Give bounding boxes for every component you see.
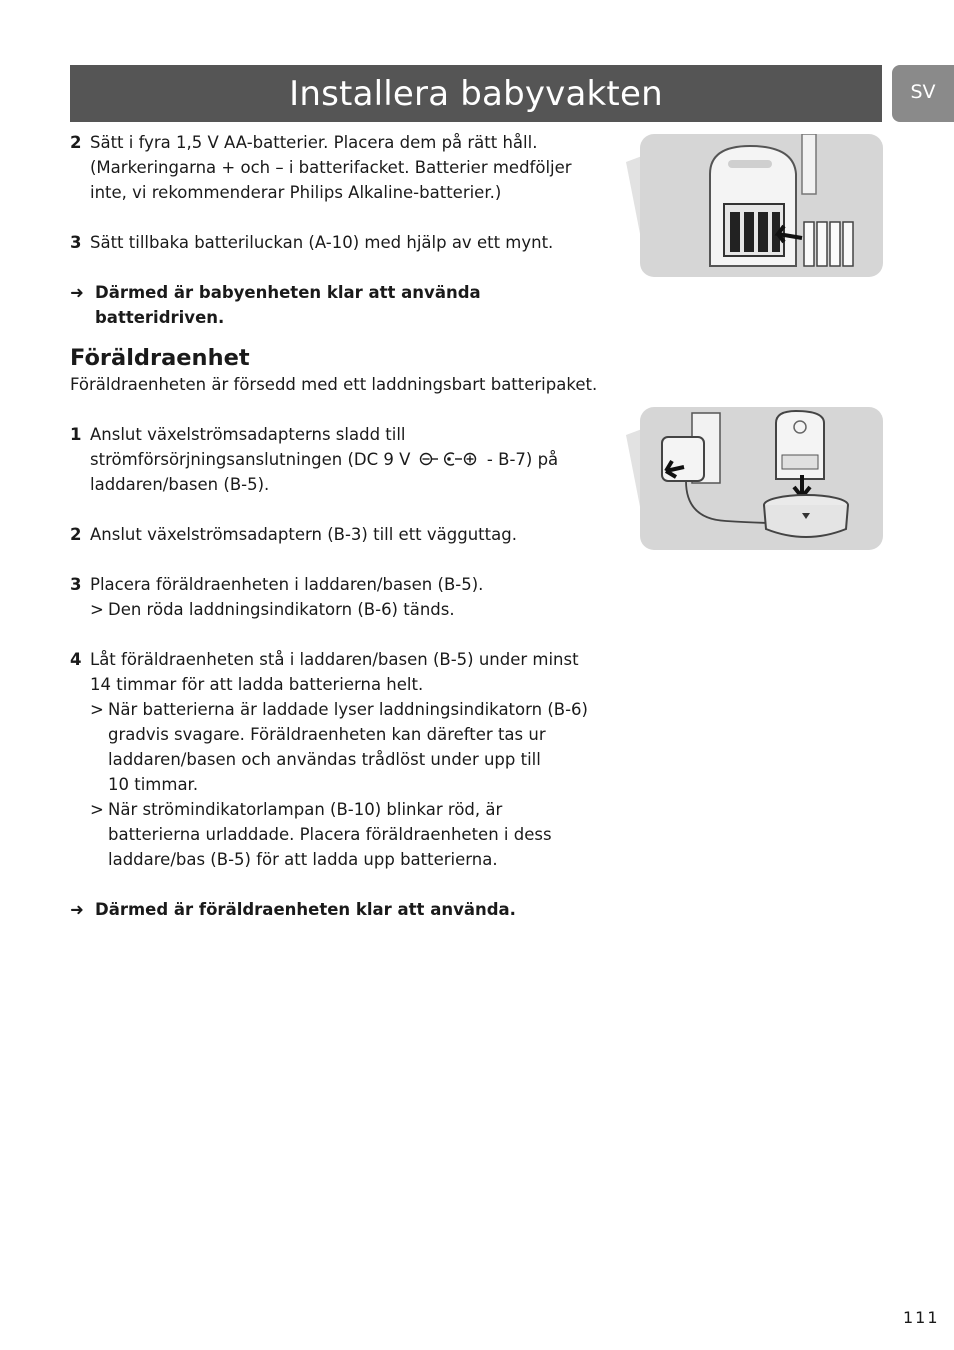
main-content <box>70 130 610 922</box>
parent-step-4 <box>70 647 610 872</box>
step-line: Anslut växelströmsadapterns sladd till <box>90 425 406 444</box>
step-line: laddaren/basen (B-5). <box>90 475 270 494</box>
baby-result <box>70 280 610 330</box>
result-marker: > <box>90 600 104 619</box>
language-code: SV <box>910 80 936 103</box>
dc-polarity-icon <box>416 451 482 467</box>
step-number: 1 <box>70 425 82 444</box>
parent-result <box>70 897 610 922</box>
step-line: Anslut växelströmsadaptern (B-3) till ett vägguttag. <box>90 525 517 544</box>
step-line: inte, vi rekommenderar Philips Alkaline-batterier.) <box>90 183 502 202</box>
baby-step-3 <box>70 230 610 255</box>
page-title: Installera babyvakten <box>289 73 663 114</box>
baby-step-2 <box>70 130 610 205</box>
arrow-icon: ➜ <box>70 283 84 302</box>
step-number: 3 <box>70 233 82 252</box>
step-line: Låt föräldraenheten stå i laddaren/basen (B-5) under minst <box>90 650 579 669</box>
step-line: Sätt i fyra 1,5 V AA-batterier. Placera dem på rätt håll. <box>90 133 538 152</box>
step-result: > När batterierna är laddade lyser laddningsindikatorn (B-6) gradvis svagare. Föräldraenheten kan därefter tas ur laddaren/basen och användas trådlöst under upp till 10 timmar. <box>90 697 610 797</box>
step-result: > Den röda laddningsindikatorn (B-6) tänds. <box>90 597 610 622</box>
arrow-icon: ➜ <box>70 900 84 919</box>
step-line: (Markeringarna + och – i batterifacket. Batterier medföljer <box>90 158 572 177</box>
result-line: batteridriven. <box>95 308 225 327</box>
result-line: Därmed är babyenheten klar att använda <box>95 283 481 302</box>
battery-insertion-illustration <box>626 134 884 279</box>
step-number: 3 <box>70 575 82 594</box>
parent-step-1 <box>70 422 610 497</box>
step-line: 14 timmar för att ladda batterierna helt. <box>90 675 424 694</box>
step-result: > När strömindikatorlampan (B-10) blinkar röd, är batterierna urladdade. Placera föräldraenheten i dess laddare/bas (B-5) för att ladda upp batterierna. <box>90 797 610 872</box>
section-heading: Föräldraenhet <box>70 345 250 371</box>
step-number: 2 <box>70 133 82 152</box>
step-line: strömförsörjningsanslutningen (DC 9 V - B-7) på <box>90 450 559 469</box>
page-number: 111 <box>903 1308 940 1327</box>
page-title-bar <box>70 65 882 122</box>
parent-step-3 <box>70 572 610 622</box>
parent-step-2 <box>70 522 610 547</box>
step-line: Sätt tillbaka batteriluckan (A-10) med hjälp av ett mynt. <box>90 233 554 252</box>
step-number: 2 <box>70 525 82 544</box>
result-marker: > <box>90 800 104 819</box>
step-line: Placera föräldraenheten i laddaren/basen (B-5). <box>90 575 484 594</box>
section-intro: Föräldraenheten är försedd med ett laddningsbart batteripaket. <box>70 375 598 394</box>
language-tab <box>892 65 954 122</box>
result-line: Därmed är föräldraenheten klar att använda. <box>95 900 516 919</box>
parent-unit-charging-illustration <box>626 407 884 552</box>
step-number: 4 <box>70 650 82 669</box>
result-marker: > <box>90 700 104 719</box>
